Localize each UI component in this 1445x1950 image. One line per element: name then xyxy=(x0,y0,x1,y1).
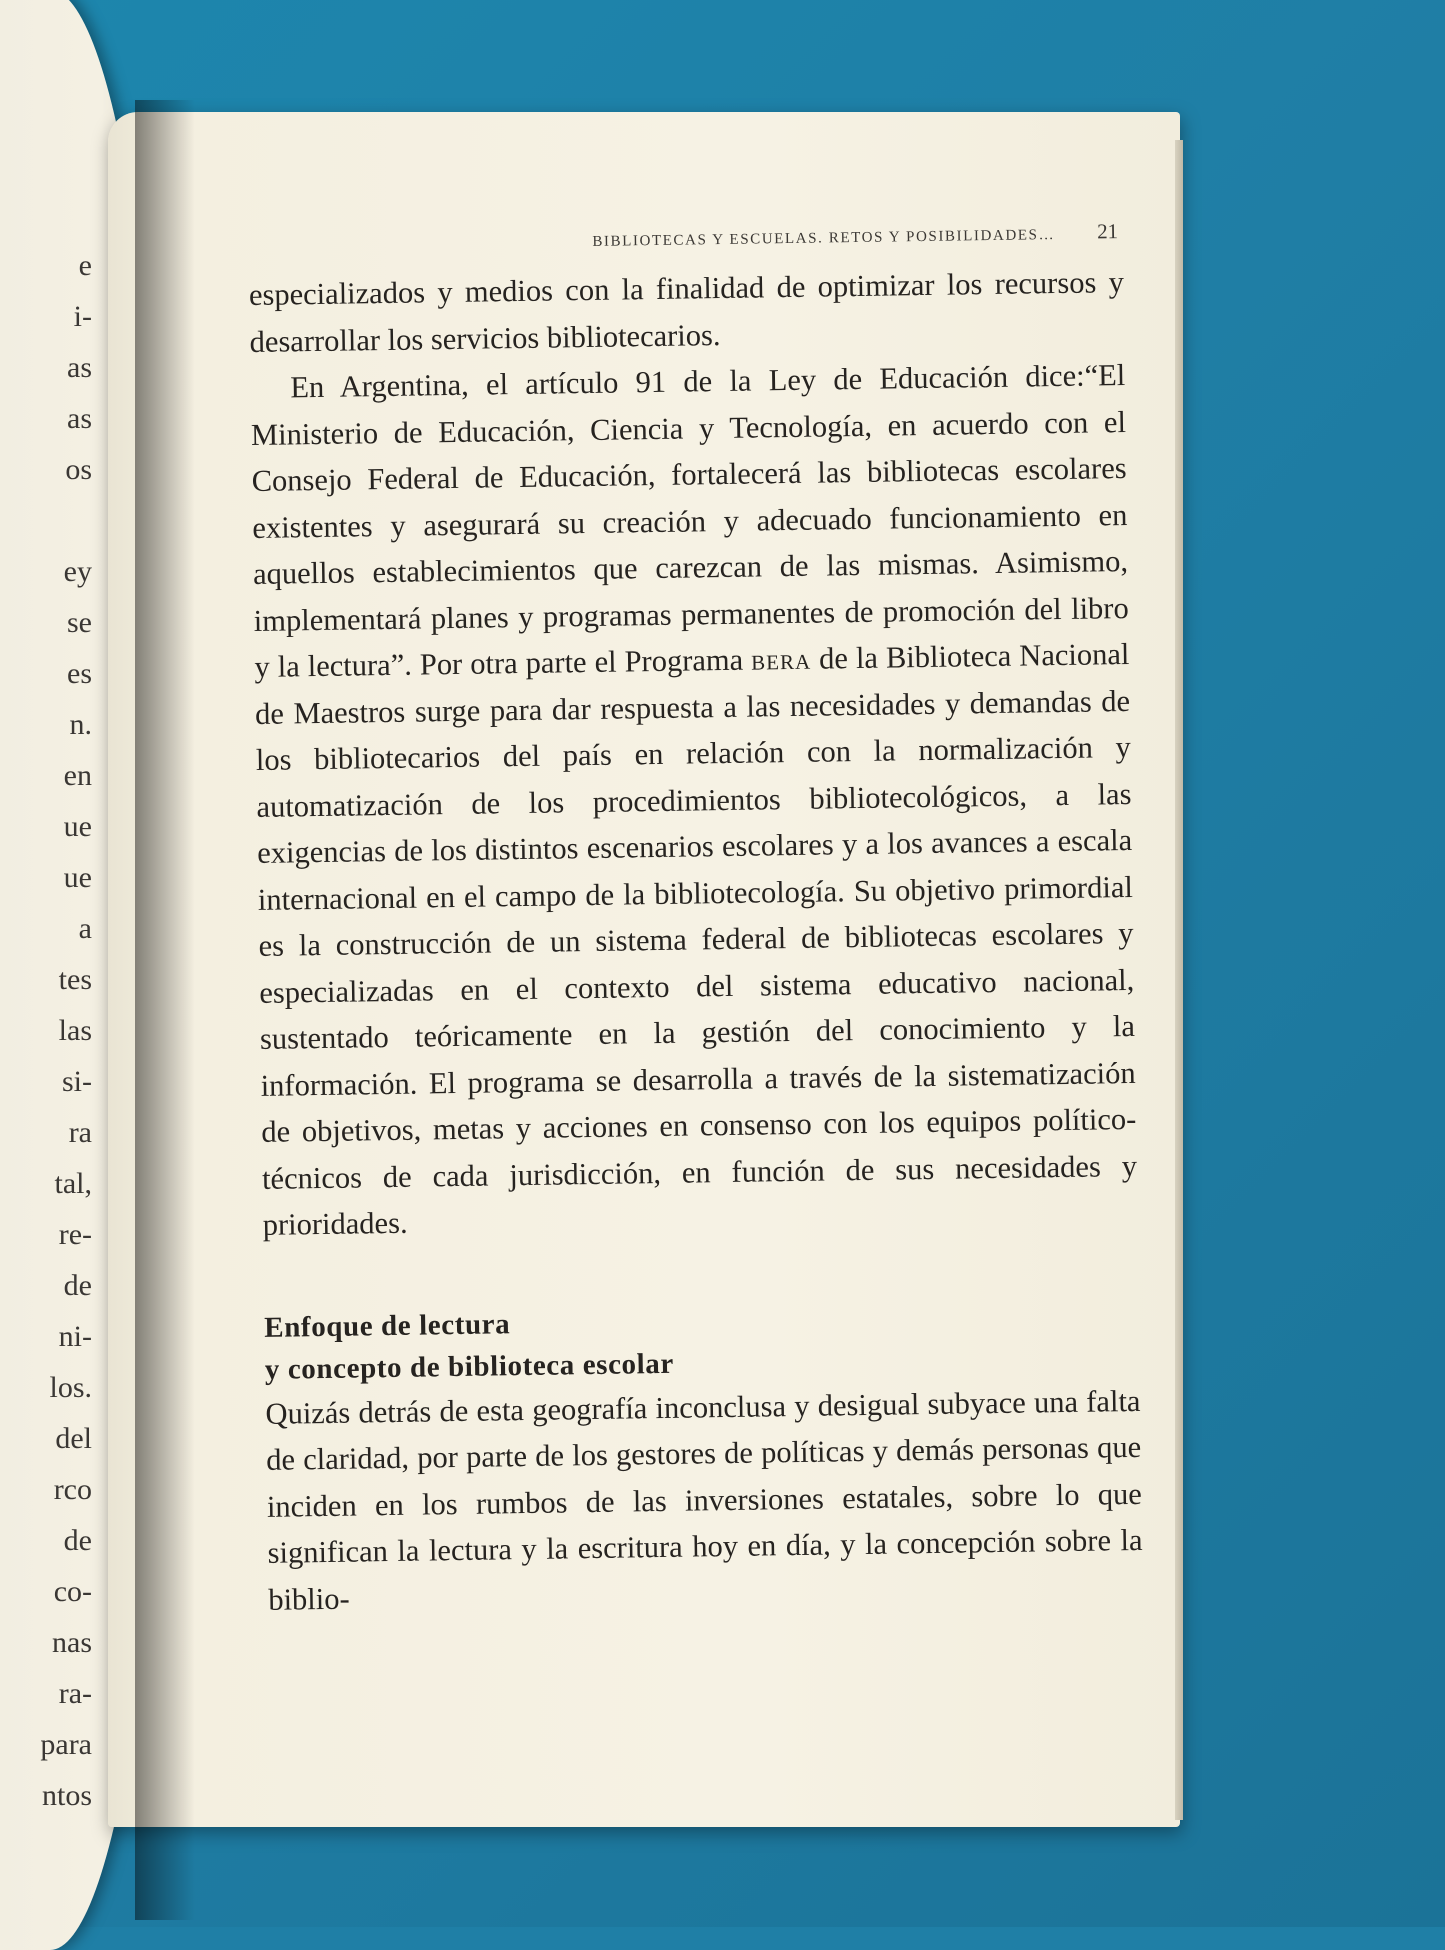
paragraph-2 xyxy=(250,352,1163,1249)
page-number: 21 xyxy=(1096,219,1119,244)
left-page-fragment: de xyxy=(63,1269,92,1302)
paragraph-3: Quizás detrás de esta geografía inconclusa y desigual subyace una falta de claridad, por parte de los gestores de políticas y demás personas que inciden en los rumbos de las inversiones estatales, sobre lo que significan la lectura y la escritura hoy en día, y la concepción sobre la biblio- xyxy=(265,1383,1143,1617)
section-heading-line-1: Enfoque de lectura xyxy=(264,1307,511,1344)
left-page-fragment: del xyxy=(55,1422,92,1455)
left-page-fragment: ue xyxy=(63,861,92,894)
paragraph-1: especializados y medios con la finalidad de optimizar los recursos y desarrollar los servicios bibliotecarios. xyxy=(248,265,1125,359)
left-page-fragment: se xyxy=(67,606,92,639)
right-page xyxy=(108,112,1180,1827)
left-page-fragment: n. xyxy=(69,708,92,741)
section-heading xyxy=(264,1293,1165,1390)
section-heading-line-2: y concepto de biblioteca escolar xyxy=(264,1347,675,1386)
left-page-fragment: rco xyxy=(53,1473,92,1506)
left-page-fragment: re- xyxy=(58,1218,92,1251)
left-page-fragment: as xyxy=(67,351,92,384)
book-gutter-shadow xyxy=(135,100,195,1920)
left-page-fragment: ntos xyxy=(41,1779,92,1812)
left-page-fragment: nas xyxy=(52,1626,92,1659)
left-page-fragment: si- xyxy=(62,1065,92,1098)
left-page-fragment: a xyxy=(78,912,92,945)
left-page-fragment: en xyxy=(63,759,92,792)
left-page-fragment: de xyxy=(63,1524,92,1557)
left-page-fragment: tes xyxy=(58,963,92,996)
left-page-fragment: ey xyxy=(63,555,92,588)
left-page-fragment: tal, xyxy=(54,1167,92,1200)
left-page-fragment: as xyxy=(67,402,92,435)
left-page-text-fragments xyxy=(0,240,120,1821)
paragraph-2-text-a: En Argentina, el artículo 91 de la Ley de Educación dice:“El Ministerio de Educación, Ciencia y Tecnología, en acuerdo con el Consejo Federal de Educación, fortalecerá las bibliotecas escolares existentes y asegurará su creación y adecuado funcionamiento en aquellos establecimientos que carezcan de las mismas. Asimismo, implementará planes y programas permanentes de promoción del libro y la lectura”. Por otra parte el Programa xyxy=(250,358,1129,684)
page-content xyxy=(248,219,1169,1623)
left-page-fragment: es xyxy=(67,657,92,690)
left-page-fragment: co- xyxy=(53,1575,92,1608)
program-acronym: bera xyxy=(750,641,812,677)
running-head-title: BIBLIOTECAS Y ESCUELAS. RETOS Y POSIBILIDADES… xyxy=(592,227,1056,250)
paragraph-2-text-b: de la Biblioteca Nacional de Maestros surge para dar respuesta a las necesidades y demandas de los bibliotecarios del país en relación con la normalización y automatización de los procedimientos bibliotecológicos, a las exigencias de los distintos escenarios escolares y a los avances a escala internacional en el campo de la bibliotecología. Su objetivo primordial es la construcción de un sistema federal de bibliotecas escolares y especializadas en el contexto del sistema educativo nacional, sustentado teóricamente en la gestión del conocimiento y la información. El programa se desarrolla a través de la sistematización de objetivos, metas y acciones en consenso con los equipos político-técnicos de cada jurisdicción, en función de sus necesidades y prioridades. xyxy=(254,636,1138,1242)
left-page-fragment: os xyxy=(65,453,92,486)
left-page-fragment: las xyxy=(58,1014,92,1047)
left-page-fragment: i- xyxy=(73,300,92,333)
left-page-fragment: para xyxy=(40,1728,92,1761)
left-page-fragment: ni- xyxy=(58,1320,92,1353)
page-edge xyxy=(1175,140,1183,1820)
left-page-fragment: ue xyxy=(63,810,92,843)
left-page-fragment xyxy=(0,495,120,546)
left-page-fragment: los. xyxy=(49,1371,92,1404)
left-page-fragment: ra xyxy=(68,1116,92,1149)
left-page-fragment: e xyxy=(78,249,92,282)
left-page-fragment: ra- xyxy=(58,1677,92,1710)
